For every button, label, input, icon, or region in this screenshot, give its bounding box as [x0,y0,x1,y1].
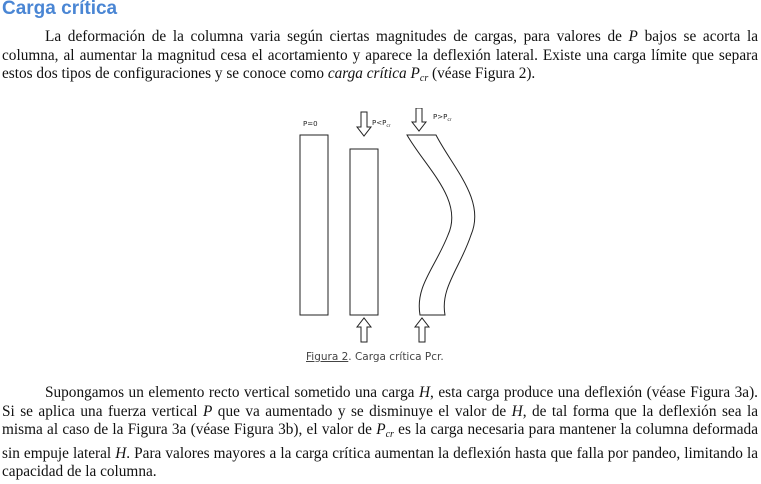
caption-figure-number: Figura 2 [306,351,349,363]
figure-caption [306,351,444,363]
text-run: , de tal forma que la deflexión sea la misma al caso de la Figura 3a (véase Figura 3b), el valor de [2,402,758,438]
variable-h: H [418,384,430,401]
column-buckled [407,135,475,315]
subscript-cr: cr [385,429,394,440]
label-p-greater-pcr [433,113,452,123]
section-title: Carga crítica [2,0,118,19]
label-main: P>P [433,113,448,121]
label-main: P<P [372,119,387,127]
reaction-arrow-up-icon [415,318,429,342]
figure-critical-load [290,108,480,370]
text-run: , esta carga produce una deflexión (véase Figura 3a). Si se aplica una fuerza vertical [2,384,759,420]
load-arrow-down-icon [412,108,426,131]
subscript-cr: cr [419,73,429,84]
text-run: bajos se acorta la columna, al aumentar la magnitud cesa el acortamiento y aparece la deflexión lateral. Existe una carga límite que separa estos dos tipos de configuraciones y se conoce como [2,28,758,82]
variable-pcr: P [376,421,386,438]
variable-h: H [115,444,127,462]
text-run: Supongamos un elemento recto vertical sometido una carga [45,384,419,401]
label-sub: cr [447,118,452,123]
text-run: que va aumentado y se disminuye el valor de [212,402,512,420]
label-p-less-pcr [372,119,391,129]
paragraph-buckling [2,384,758,482]
reaction-arrow-up-icon [357,318,371,342]
text-run: es la carga necesaria para mantener la columna deformada sin empuje lateral [2,421,759,462]
column-compressed [350,149,378,315]
column-diagram [290,108,480,370]
text-run: . Para valores mayores a la carga crítica aumentan la deflexión hasta que falla por pandeo, limitando la capacidad de la columna. [2,444,758,480]
label-p-zero: P=0 [303,120,318,128]
critical-load-term: carga crítica P [327,65,420,82]
label-sub: cr [386,124,391,129]
variable-p: P [628,28,638,45]
variable-h: H [511,402,523,420]
text-run: (véase Figura 2). [428,65,536,82]
variable-p: P [202,402,213,420]
text-run: La deformación de la columna varia según ciertas magnitudes de cargas, para valores de [45,28,629,45]
paragraph-intro [2,28,758,89]
load-arrow-down-icon [357,112,371,136]
caption-text: . Carga crítica Pcr. [348,351,444,363]
column-unloaded [300,135,328,315]
